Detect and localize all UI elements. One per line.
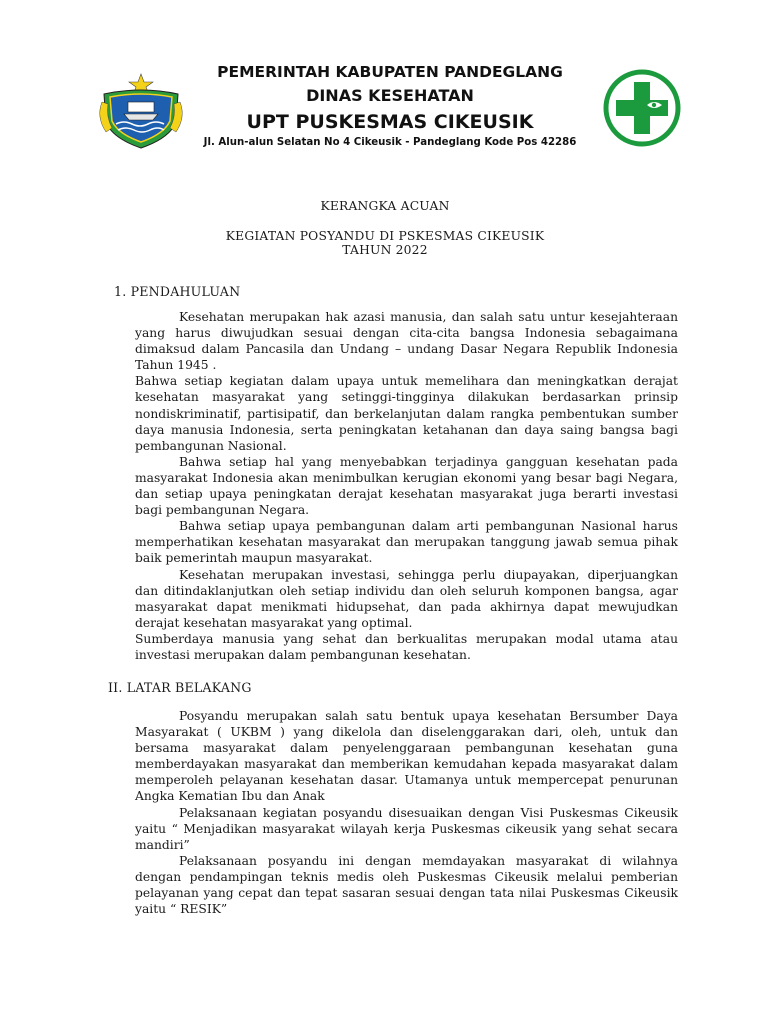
- paragraph: Pelaksanaan kegiatan posyandu disesuaikan dengan Visi Puskesmas Cikeusik yaitu “ Menjadikan masyarakat wilayah kerja Puskesmas cikeusik yang sehat secara mandiri”: [135, 805, 678, 852]
- section-body-latar-belakang: [135, 708, 678, 917]
- paragraph: Bahwa setiap hal yang menyebabkan terjadinya gangguan kesehatan pada masyarakat Indonesia akan menimbulkan kerugian ekonomi yang besar bagi Negara, dan setiap upaya peningkatan derajat kesehatan masyarakat juga berarti investasi bagi pembangunan Negara.: [135, 454, 678, 518]
- department-name: DINAS KESEHATAN: [306, 86, 474, 105]
- paragraph: Kesehatan merupakan investasi, sehingga perlu diupayakan, diperjuangkan dan ditindaklanjutkan oleh setiap individu dan oleh seluruh komponen bangsa, agar masyarakat dapat menikmati hidupsehat, dan pada akhirnya dapat mewujudkan derajat kesehatan masyarakat yang optimal.: [135, 567, 678, 630]
- puskesmas-cross-icon: [602, 68, 682, 148]
- paragraph: Bahwa setiap upaya pembangunan dalam arti pembangunan Nasional harus memperhatikan kesehatan masyarakat dan merupakan tanggung jawab semua pihak baik pemerintah maupun masyarakat.: [135, 519, 678, 566]
- government-name: PEMERINTAH KABUPATEN PANDEGLANG: [217, 63, 563, 81]
- paragraph: Pelaksanaan posyandu ini dengan memdayakan masyarakat di wilahnya dengan pendampingan teknis medis oleh Puskesmas Cikeusik melalui pemberian pelayanan yang cepat dan tepat sasaran sesuai dengan tata nilai Puskesmas Cikeusik yaitu “ RESIK”: [135, 853, 678, 917]
- paragraph: Posyandu merupakan salah satu bentuk upaya kesehatan Bersumber Daya Masyarakat ( UKBM ) yang dikelola dan diselenggarakan dari, oleh, untuk dan bersama masyarakat dalam penyelenggaraan pembangunan kesehatan guna memberdayakan masyarakat dan memberikan kemudahan kepada masyarakat dalam memperoleh pelayanan kesehatan dasar. Utamanya untuk mempercepat penurunan Angka Kematian Ibu dan Anak: [135, 709, 678, 804]
- pandeglang-crest-icon: [98, 72, 184, 150]
- institution-address: Jl. Alun-alun Selatan No 4 Cikeusik - Pandeglang Kode Pos 42286: [203, 137, 577, 148]
- paragraph: Bahwa setiap kegiatan dalam upaya untuk memelihara dan meningkatkan derajat kesehatan masyarakat yang setinggi-tingginya dilakukan berdasarkan prinsip nondiskriminatif, partisipatif, dan berkelanjutan dalam rangka pembentukan sumber daya manusia Indonesia, serta peningkatan ketahanan dan daya saing bangsa bagi pembangunan Nasional.: [135, 374, 678, 453]
- paragraph: Sumberdaya manusia yang sehat dan berkualitas merupakan modal utama atau investasi merupakan dalam pembangunan kesehatan.: [135, 631, 678, 662]
- section-body-pendahuluan: [135, 309, 678, 663]
- document-subtitle: KEGIATAN POSYANDU DI PSKESMAS CIKEUSIK: [225, 229, 545, 243]
- section-heading-latar-belakang: II. LATAR BELAKANG: [108, 680, 252, 695]
- institution-name: UPT PUSKESMAS CIKEUSIK: [246, 111, 534, 133]
- document-year: TAHUN 2022: [342, 243, 428, 257]
- letterhead: [0, 0, 768, 160]
- document-title: KERANGKA ACUAN: [320, 199, 450, 213]
- section-heading-pendahuluan: 1. PENDAHULUAN: [114, 284, 241, 299]
- paragraph: Kesehatan merupakan hak azasi manusia, dan salah satu untur kesejahteraan yang harus diwujudkan sesuai dengan cita-cita bangsa Indonesia sebagaimana dimaksud dalam Pancasila dan Undang – undang Dasar Negara Republik Indonesia Tahun 1945 .: [135, 310, 678, 373]
